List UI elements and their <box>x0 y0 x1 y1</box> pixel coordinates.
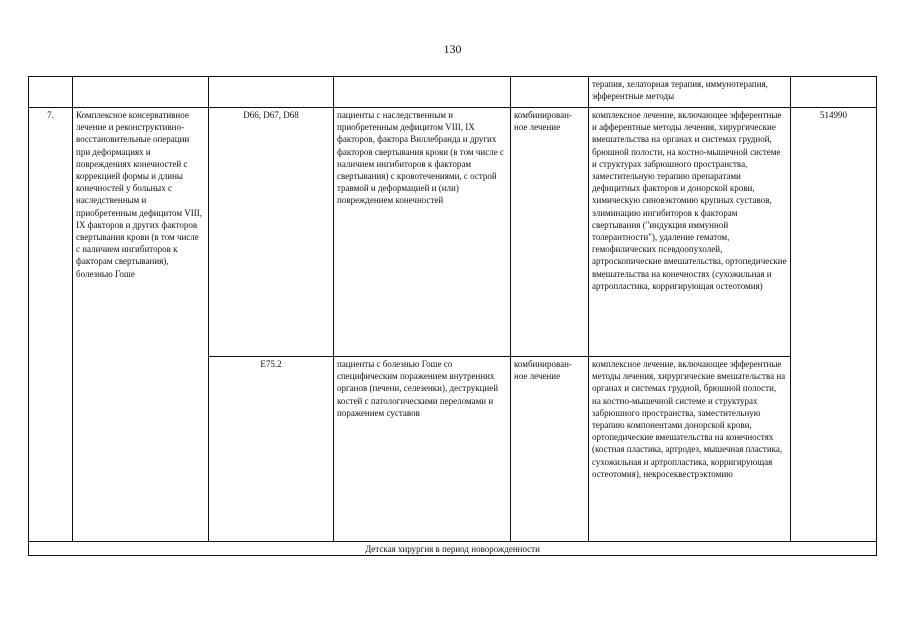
treatment-type: комбинирован-ное лечение <box>511 108 589 357</box>
entry-name: Комплексное консервативное лечение и реконструктивно-восстановительные операции при деформациях и повреждениях конечностей с коррекцией формы и длины конечностей у больных с наследственным и приобретенным дефицитом VIII, IX факторов и других факторов свертывания крови (в том числе с наличием ингибиторов к факторам свертывания), болезнью Гоше <box>73 108 209 542</box>
icd-codes: D66, D67, D68 <box>209 108 334 357</box>
cell-empty <box>334 77 511 108</box>
entry-number: 7. <box>29 108 73 542</box>
cell-empty <box>29 77 73 108</box>
section-title: Детская хирургия в период новорожденности <box>29 542 877 556</box>
section-header-row <box>29 542 877 556</box>
treatment-description: комплексное лечение, включающее эфферентные и афферентные методы лечения, хирургические вмешательства на органах и системах грудной, брюшной полости, на костно-мышечной системе и структурах забрюшного пространства, заместительную терапию препаратами дефицитных факторов и донорской крови, химическую синовэктомию крупных суставов, элиминацию ингибиторов к факторам свертывания ("индукция иммунной толерантности"), удаление гематом, гемофилических псевдоопухолей, артроскопические вмешательства, ортопедические вмешательства на конечностях (сухожильная и артропластика, корригирующая остеотомия) <box>589 108 791 357</box>
treatment-description: терапия, хелаторная терапия, иммунотерапия, эфферентные методы <box>589 77 791 108</box>
entry-row <box>29 108 877 357</box>
treatment-type: комбинирован-ное лечение <box>511 357 589 542</box>
patient-model: пациенты с наследственным и приобретенным дефицитом VIII, IX факторов, фактора Виллебранда и других факторов свертывания крови (в том числе с наличием ингибиторов к факторам свертывания) с кровотечениями, с острой травмой и деформацией и (или) повреждением конечностей <box>334 108 511 357</box>
icd-codes: E75.2 <box>209 357 334 542</box>
services-table <box>28 76 877 556</box>
treatment-description: комплексное лечение, включающее эфферентные методы лечения, хирургические вмешательства на органах и системах грудной, брюшной полости, на костно-мышечной системе и структурах забрюшного пространства, заместительную терапию компонентами донорской крови, ортопедические вмешательства на конечностях (костная пластика, артродез, мышечная пластика, сухожильная и артропластика, корригирующая остеотомия), некросеквестрэктомию <box>589 357 791 542</box>
cell-empty <box>791 77 877 108</box>
continuation-row <box>29 77 877 108</box>
page-number: 130 <box>443 42 462 56</box>
tariff-value: 514990 <box>791 108 877 542</box>
cell-empty <box>73 77 209 108</box>
patient-model: пациенты с болезнью Гоше со специфическим поражением внутренних органов (печени, селезенки), деструкцией костей с патологическими переломами и поражением суставов <box>334 357 511 542</box>
cell-empty <box>511 77 589 108</box>
cell-empty <box>209 77 334 108</box>
